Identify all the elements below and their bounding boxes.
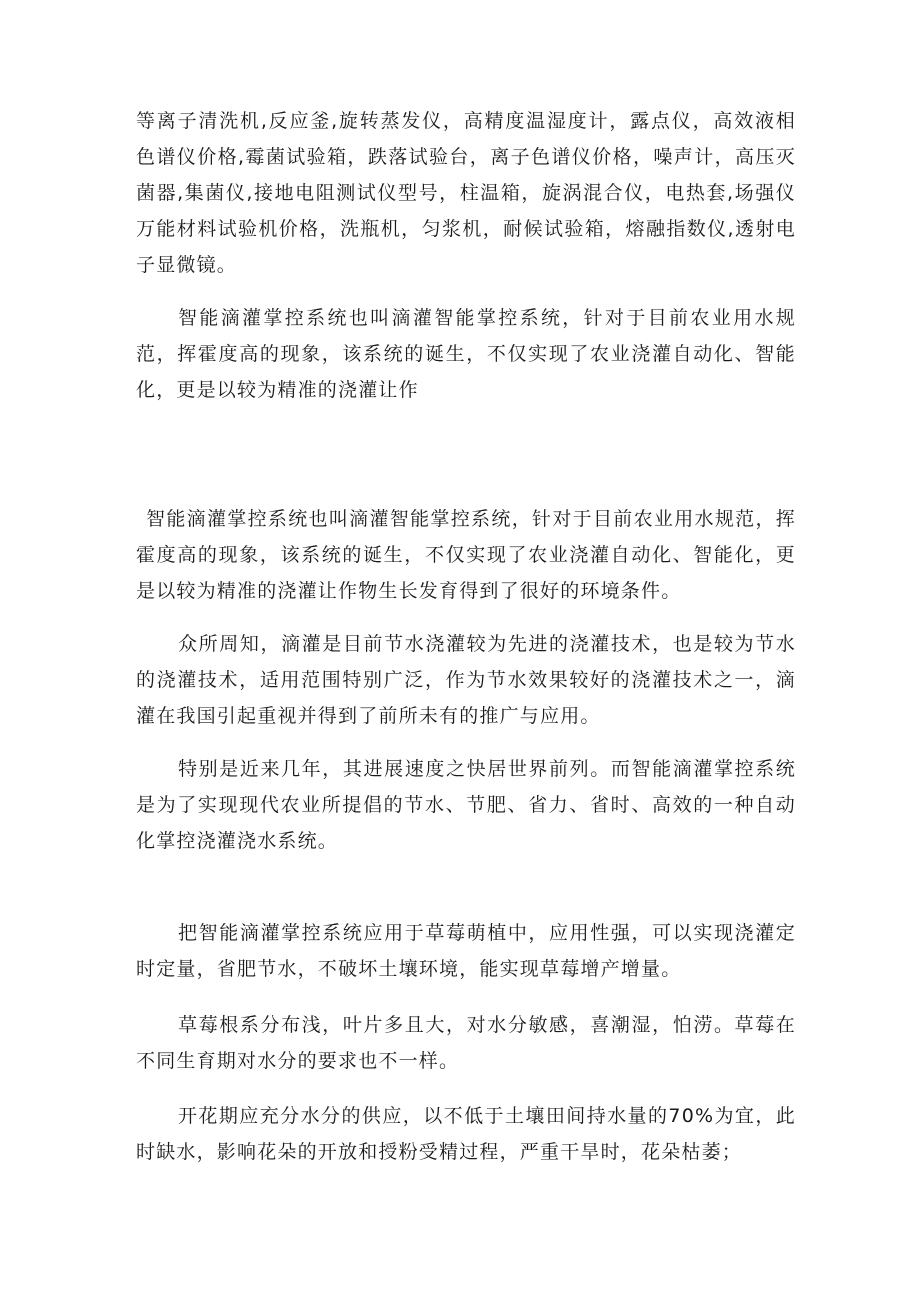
paragraph-strawberry-roots: 草莓根系分布浅，叶片多且大，对水分敏感，喜潮湿，怕涝。草莓在不同生育期对水分的要求也不一样。 — [136, 1014, 796, 1072]
paragraph-drip-technology: 众所周知，滴灌是目前节水浇灌较为先进的浇灌技术，也是较为节水的浇灌技术，适用范围特别广泛，作为节水效果较好的浇灌技术之一，滴灌在我国引起重视并得到了前所未有的推广与应用。 — [136, 633, 796, 727]
paragraph-strawberry-application: 把智能滴灌掌控系统应用于草莓萌植中，应用性强，可以实现浇灌定时定量，省肥节水，不破坏土壤环境，能实现草莓增产增量。 — [136, 922, 796, 980]
paragraph-development-speed: 特别是近来几年，其进展速度之快居世界前列。而智能滴灌掌控系统是为了实现现代农业所提倡的节水、节肥、省力、省时、高效的一种自动化掌控浇灌浇水系统。 — [136, 758, 796, 852]
paragraph-equipment-list: 等离子清洗机,反应釜,旋转蒸发仪，高精度温湿度计，露点仪，高效液相色谱仪价格,霉菌试验箱，跌落试验台，离子色谱仪价格，噪声计，高压灭菌器,集菌仪,接地电阻测试仪型号，柱温箱，旋涡混合仪，电热套,场强仪万能材料试验机价格，洗瓶机，匀浆机，耐候试验箱，熔融指数仪,透射电子显微镜。 — [136, 110, 796, 276]
paragraph-drip-system-intro-truncated: 智能滴灌掌控系统也叫滴灌智能掌控系统，针对于目前农业用水规范，挥霍度高的现象，该系统的诞生，不仅实现了农业浇灌自动化、智能化，更是以较为精准的浇灌让作 — [136, 307, 796, 401]
paragraph-drip-system-intro: 智能滴灌掌控系统也叫滴灌智能掌控系统，针对于目前农业用水规范，挥霍度高的现象，该系统的诞生，不仅实现了农业浇灌自动化、智能化，更是以较为精准的浇灌让作物生长发育得到了很好的环境条件。 — [136, 508, 796, 602]
paragraph-flowering-period: 开花期应充分水分的供应，以不低于土壤田间持水量的70%为宜，此时缺水，影响花朵的开放和授粉受精过程，严重干旱时，花朵枯萎； — [136, 1105, 796, 1163]
